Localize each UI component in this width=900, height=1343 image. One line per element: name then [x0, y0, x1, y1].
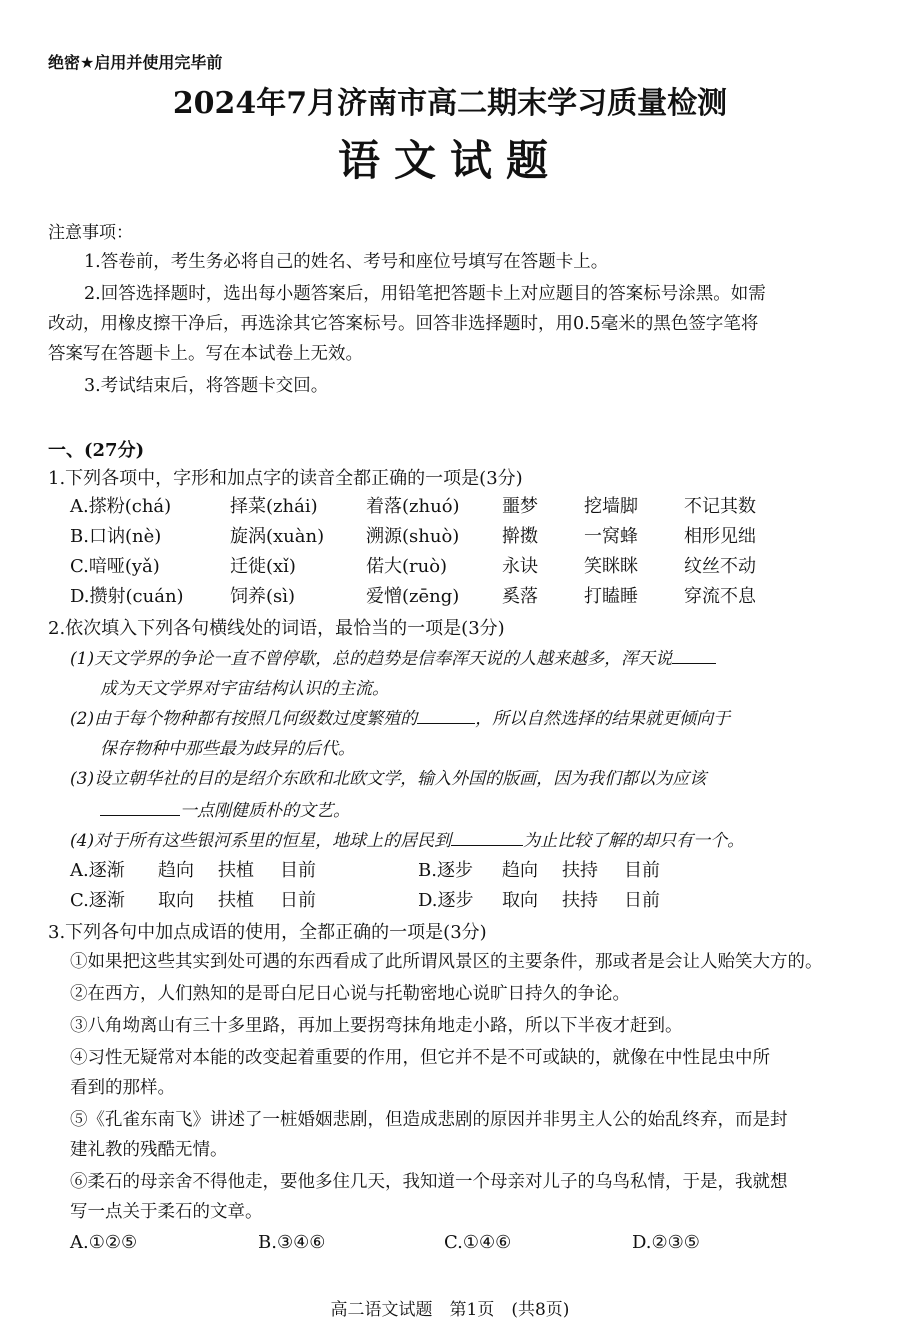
- q2-option: 扶持: [562, 890, 598, 911]
- question-2-stem: 2.依次填入下列各句横线处的词语，最恰当的一项是(3分): [48, 618, 505, 639]
- q1-cell: 挖墙脚: [584, 496, 638, 517]
- q1-cell: 饲养(sì): [230, 586, 296, 607]
- q2-option: B.逐步: [418, 860, 473, 881]
- q3-item: ⑥柔石的母亲舍不得他走，要他多住几天，我知道一个母亲对儿子的乌鸟私情，于是，我就想: [70, 1172, 788, 1192]
- page-footer: 高二语文试题 第1页 (共8页): [330, 1300, 570, 1320]
- q1-cell: D.攒射(cuán): [70, 586, 184, 607]
- notice-line: 1.答卷前，考生务必将自己的姓名、考号和座位号填写在答题卡上。: [84, 252, 609, 272]
- q3-item: 看到的那样。: [70, 1078, 175, 1098]
- q2-sentence-text: (4)对于所有这些银河系里的恒星，地球上的居民到: [70, 831, 452, 851]
- blank-line: [417, 723, 475, 724]
- q2-option: 趋向: [502, 860, 538, 881]
- question-3-stem: 3.下列各句中加点成语的使用，全都正确的一项是(3分): [48, 922, 487, 943]
- q1-cell: 择菜(zhái): [230, 496, 318, 517]
- q1-cell: C.喑哑(yǎ): [70, 556, 160, 577]
- q2-option: 扶植: [218, 860, 254, 881]
- q2-option: 趋向: [158, 860, 194, 881]
- q2-option: 日前: [280, 890, 316, 911]
- q3-item: ③八角坳离山有三十多里路，再加上要拐弯抹角地走小路，所以下半夜才赶到。: [70, 1016, 683, 1036]
- q1-cell: 爱憎(zēng): [366, 586, 460, 607]
- q1-cell: 偌大(ruò): [366, 556, 448, 577]
- blank-line: [451, 845, 523, 846]
- q3-option: D.②③⑤: [632, 1232, 700, 1253]
- q1-cell: 打瞌睡: [584, 586, 638, 607]
- q1-cell: 不记其数: [684, 496, 756, 517]
- q3-item: 写一点关于柔石的文章。: [70, 1202, 263, 1222]
- q1-cell: 擀擞: [502, 526, 538, 547]
- question-1-stem: 1.下列各项中，字形和加点字的读音全都正确的一项是(3分): [48, 468, 523, 489]
- q2-option: 取向: [158, 890, 194, 911]
- q2-sentence: [70, 704, 730, 729]
- notice-line: 2.回答选择题时，选出每小题答案后，用铅笔把答题卡上对应题目的答案标号涂黑。如需: [84, 284, 766, 304]
- q2-sentence-text: 为止比较了解的却只有一个。: [523, 831, 745, 851]
- q1-cell: 相形见绌: [684, 526, 756, 547]
- q1-cell: 永诀: [502, 556, 538, 577]
- q1-cell: 奚落: [502, 586, 538, 607]
- notice-line: 答案写在答题卡上。写在本试卷上无效。: [48, 344, 363, 364]
- q1-cell: 穿流不息: [684, 586, 756, 607]
- q2-sentence-text: ，所以自然选择的结果就更倾向于: [475, 709, 731, 729]
- q3-option: B.③④⑥: [258, 1232, 326, 1253]
- q2-option: 扶持: [562, 860, 598, 881]
- q2-sentence-text: (1)天文学界的争论一直不曾停歇，总的趋势是信奉浑天说的人越来越多，浑天说: [70, 649, 673, 669]
- q1-cell: 纹丝不动: [684, 556, 756, 577]
- notice-line: 改动，用橡皮擦干净后，再选涂其它答案标号。回答非选择题时，用0.5毫米的黑色签字笔将: [48, 314, 759, 334]
- q2-option: C.逐渐: [70, 890, 125, 911]
- q2-sentence: 保存物种中那些最为歧异的后代。: [100, 739, 355, 759]
- exam-title: 2024年7月济南市高二期末学习质量检测: [172, 86, 728, 121]
- q1-cell: 溯源(shuò): [366, 526, 460, 547]
- q3-item: ⑤《孔雀东南飞》讲述了一桩婚姻悲剧，但造成悲剧的原因并非男主人公的始乱终弃，而是封: [70, 1110, 788, 1130]
- notice-line: 3.考试结束后，将答题卡交回。: [84, 376, 329, 396]
- q2-option: 目前: [624, 860, 660, 881]
- q1-cell: A.搽粉(chá): [70, 496, 172, 517]
- q1-cell: 一窝蜂: [584, 526, 638, 547]
- q2-sentence: (3)设立朝华社的目的是绍介东欧和北欧文学，输入外国的版画，因为我们都以为应该: [70, 769, 707, 789]
- q3-item: ①如果把这些其实到处可遇的东西看成了此所谓风景区的主要条件，那或者是会让人贻笑大方的。: [70, 952, 823, 972]
- q2-sentence: 成为天文学界对宇宙结构认识的主流。: [100, 679, 389, 699]
- subject-title: 语文试题: [337, 136, 562, 185]
- notice-heading: 注意事项：: [48, 223, 133, 243]
- q3-option: A.①②⑤: [70, 1232, 138, 1253]
- blank-line: [100, 815, 180, 816]
- q3-option: C.①④⑥: [444, 1232, 512, 1253]
- q2-sentence-text: 一点刚健质朴的文艺。: [180, 801, 350, 821]
- q1-cell: 旋涡(xuàn): [230, 526, 325, 547]
- q2-option: D.逐步: [418, 890, 474, 911]
- q2-option: 日前: [624, 890, 660, 911]
- q1-cell: 迁徙(xǐ): [230, 556, 296, 577]
- q2-sentence-text: (2)由于每个物种都有按照几何级数过度繁殖的: [70, 709, 418, 729]
- section-heading: 一、(27分): [48, 440, 145, 461]
- q1-cell: 笑眯眯: [584, 556, 638, 577]
- q2-option: 取向: [502, 890, 538, 911]
- q3-item: 建礼教的残酷无情。: [70, 1140, 228, 1160]
- q3-item: ②在西方，人们熟知的是哥白尼日心说与托勒密地心说旷日持久的争论。: [70, 984, 630, 1004]
- q2-sentence: [70, 644, 716, 669]
- q1-cell: 着落(zhuó): [366, 496, 460, 517]
- q1-cell: B.口讷(nè): [70, 526, 162, 547]
- q2-option: A.逐渐: [70, 860, 125, 881]
- q3-item: ④习性无疑常对本能的改变起着重要的作用，但它并不是不可或缺的，就像在中性昆虫中所: [70, 1048, 770, 1068]
- blank-line: [672, 663, 716, 664]
- secret-label: 绝密★启用并使用完毕前: [48, 53, 223, 72]
- q2-option: 扶植: [218, 890, 254, 911]
- q1-cell: 噩梦: [502, 496, 538, 517]
- q2-sentence: [100, 796, 350, 821]
- q2-option: 目前: [280, 860, 316, 881]
- q2-sentence: [70, 826, 744, 851]
